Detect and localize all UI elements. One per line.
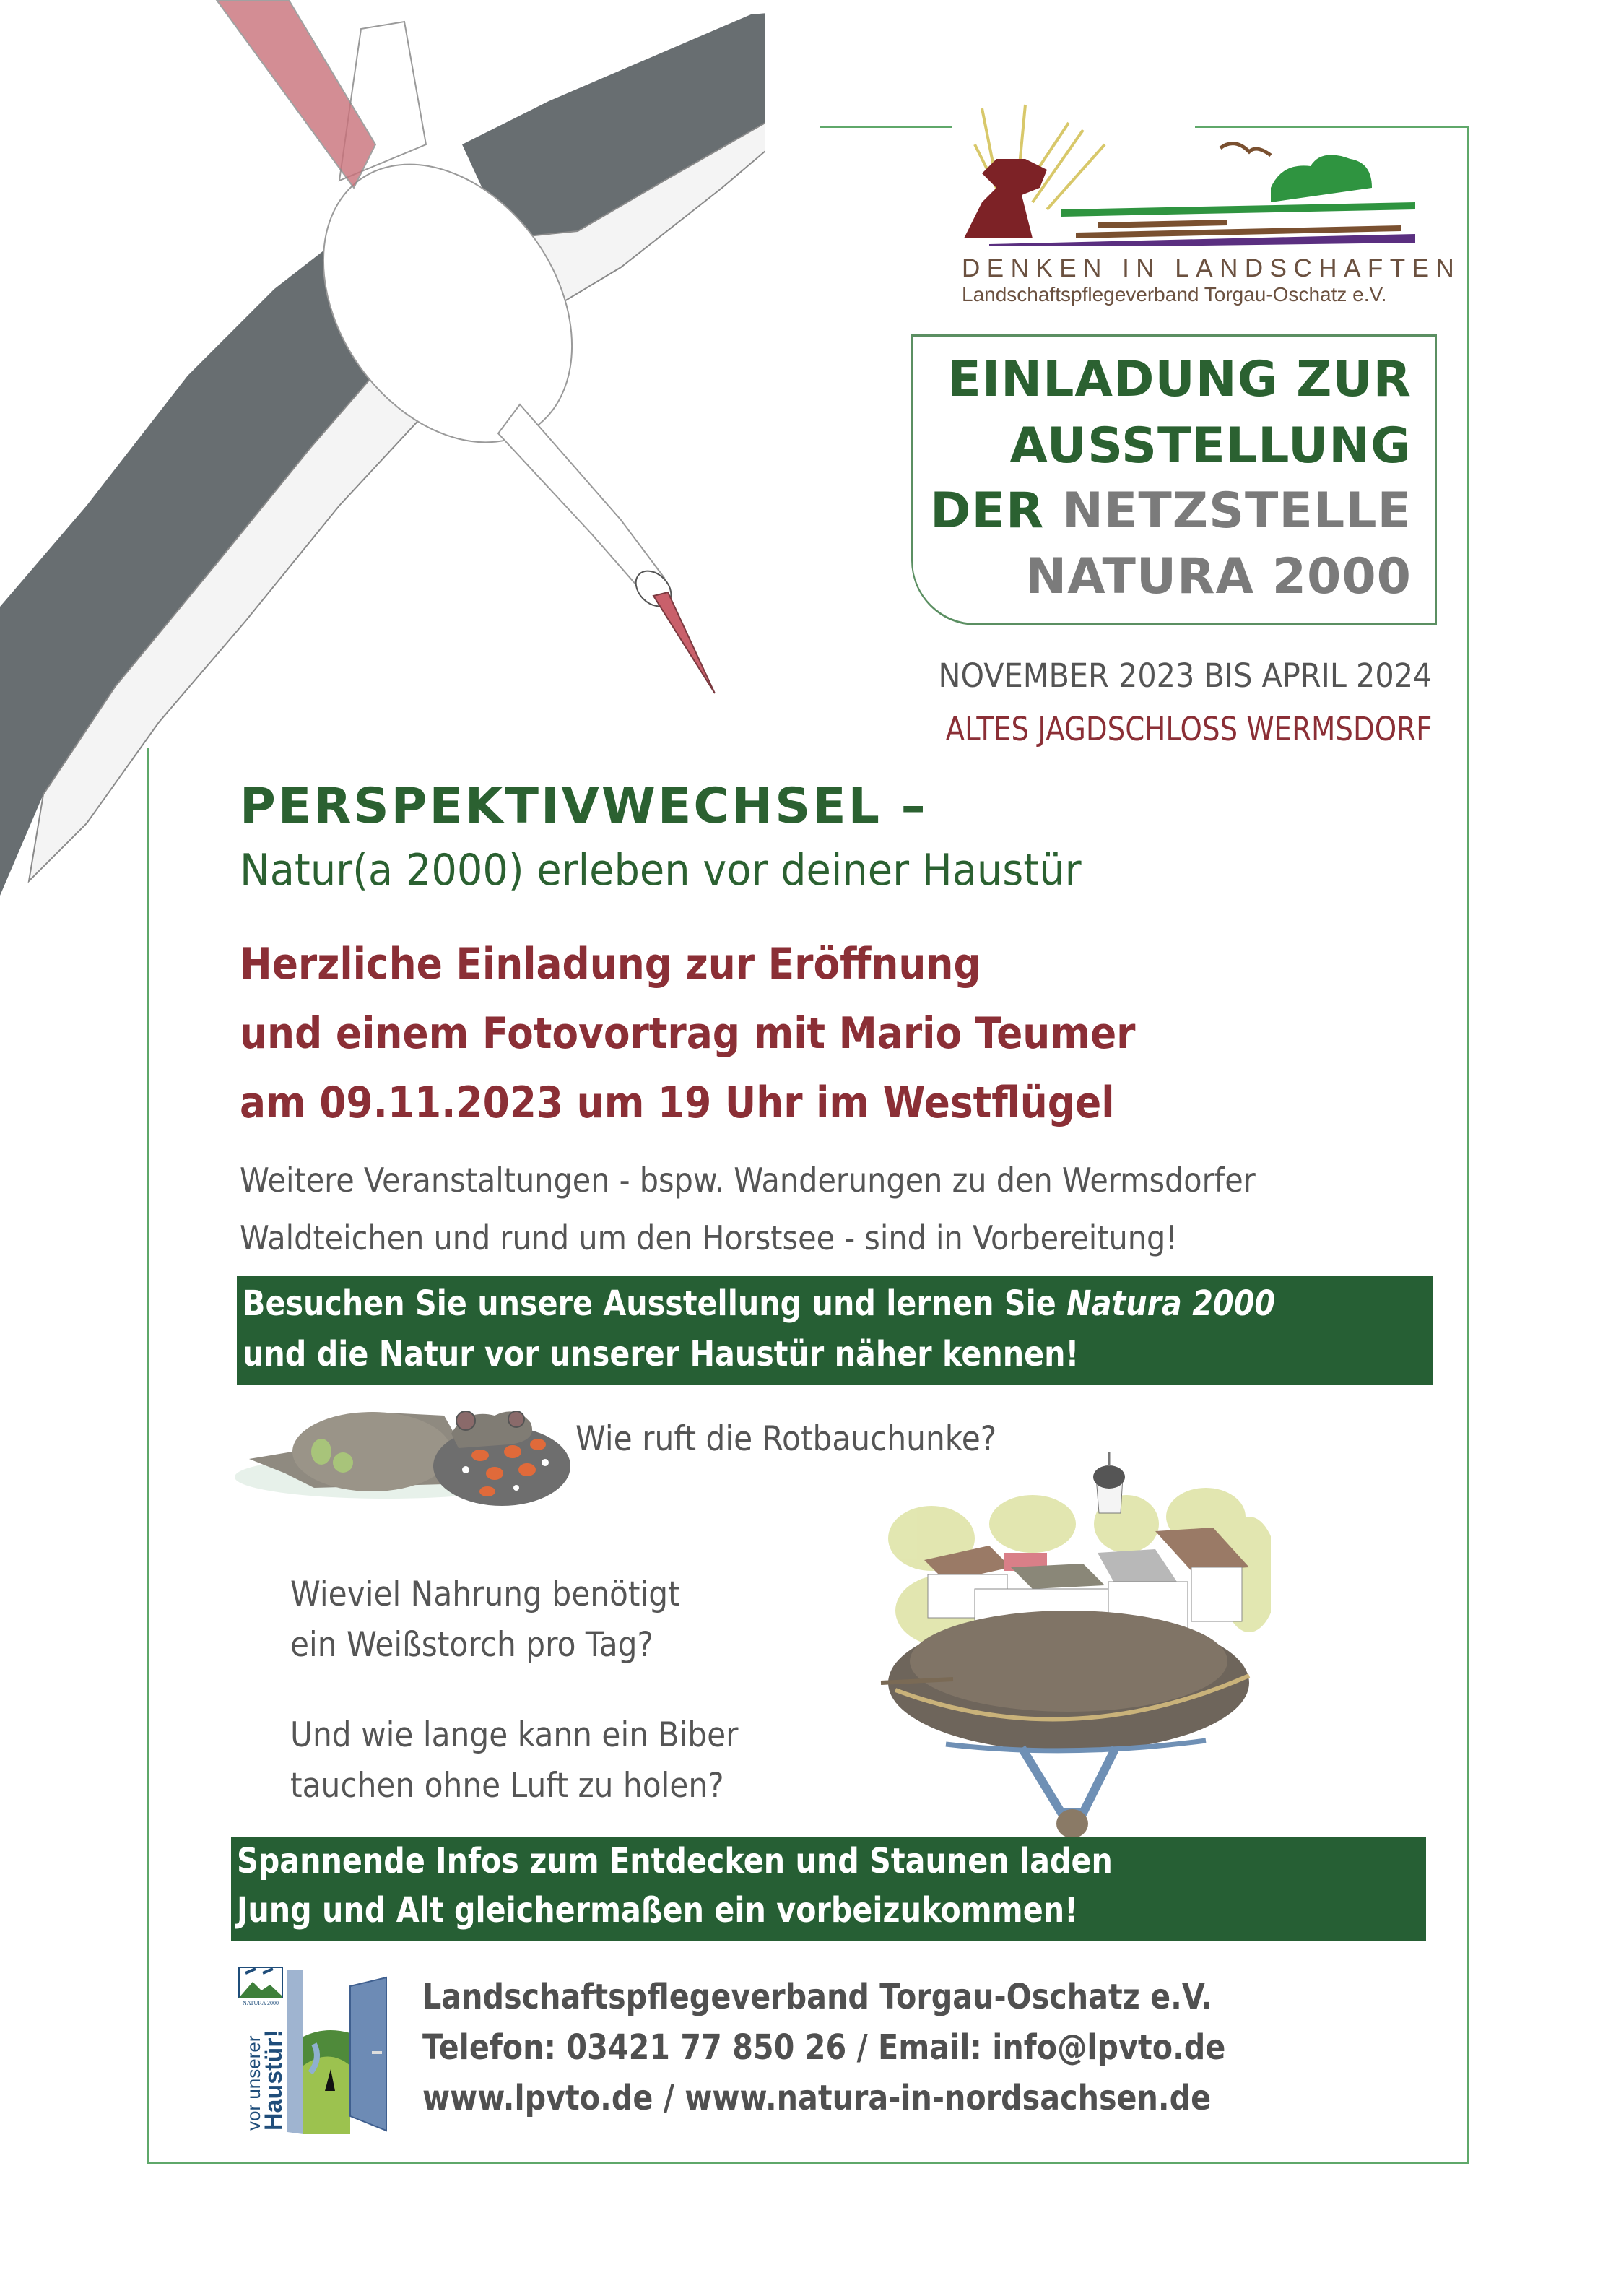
question-beaver-line-1: Und wie lange kann ein Biber bbox=[290, 1715, 739, 1755]
logo-subtitle: Landschaftspflegeverband Torgau-Oschatz e.V. bbox=[962, 283, 1387, 306]
title-line-1: EINLADUNG ZUR bbox=[947, 351, 1412, 408]
title-line-2: AUSSTELLUNG bbox=[1009, 417, 1412, 475]
question-beaver-line-2: tauchen ohne Luft zu holen? bbox=[290, 1766, 724, 1806]
title-line-3b: NETZSTELLE bbox=[1062, 482, 1412, 540]
info-banner-line-2: Jung und Alt gleichermaßen ein vorbeizukommen! bbox=[237, 1890, 1078, 1931]
visit-banner-line-2: und die Natur vor unserer Haustür näher kennen! bbox=[243, 1334, 1079, 1374]
natura-2000-emphasis: Natura 2000 bbox=[1066, 1283, 1276, 1324]
invitation-line-1: Herzliche Einladung zur Eröffnung bbox=[240, 939, 981, 989]
contact-phone-email[interactable]: Telefon: 03421 77 850 26 / Email: info@lpvto.de bbox=[422, 2027, 1226, 2068]
invitation-line-2: und einem Fotovortrag mit Mario Teumer bbox=[240, 1008, 1136, 1059]
event-dates: NOVEMBER 2023 BIS APRIL 2024 bbox=[938, 657, 1432, 695]
contact-organization: Landschaftspflegeverband Torgau-Oschatz e.V. bbox=[422, 1977, 1213, 2017]
natura-2000-badge-text: NATURA 2000 bbox=[242, 2000, 279, 2006]
question-toad: Wie ruft die Rotbauchunke? bbox=[575, 1419, 997, 1459]
visit-banner-line-1 bbox=[243, 1283, 1275, 1324]
info-banner-line-1: Spannende Infos zum Entdecken und Staunen laden bbox=[237, 1841, 1113, 1881]
info-banner bbox=[231, 1837, 1426, 1941]
stork-nest-village-illustration bbox=[866, 1444, 1271, 1838]
question-stork-line-2: ein Weißstorch pro Tag? bbox=[290, 1625, 653, 1665]
frame-bottom bbox=[147, 2162, 1469, 2164]
title-line-4: NATURA 2000 bbox=[1025, 548, 1412, 605]
haustuer-text: Haustür! bbox=[260, 2029, 287, 2131]
headline-title: PERSPEKTIVWECHSEL – bbox=[240, 778, 928, 835]
question-stork-line-1: Wieviel Nahrung benötigt bbox=[290, 1574, 680, 1614]
frame-left bbox=[147, 748, 149, 2164]
stork-illustration bbox=[0, 0, 765, 910]
frame-right bbox=[1467, 126, 1469, 2164]
contact-websites[interactable]: www.lpvto.de / www.natura-in-nordsachsen.de bbox=[422, 2078, 1212, 2118]
event-venue: ALTES JAGDSCHLOSS WERMSDORF bbox=[945, 710, 1432, 748]
title-line-3a: DER bbox=[930, 482, 1045, 540]
more-events-line-1: Weitere Veranstaltungen - bspw. Wanderungen zu den Wermsdorfer bbox=[240, 1161, 1256, 1200]
visit-banner bbox=[237, 1276, 1433, 1385]
headline-subtitle: Natur(a 2000) erleben vor deiner Haustür bbox=[240, 845, 1082, 896]
invitation-line-3: am 09.11.2023 um 19 Uhr im Westflügel bbox=[240, 1078, 1115, 1128]
landscape-logo-icon bbox=[953, 101, 1430, 246]
natura-2000-door-logo bbox=[238, 1964, 408, 2134]
more-events-line-2: Waldteichen und rund um den Horstsee - sind in Vorbereitung! bbox=[240, 1218, 1178, 1257]
frame-top-left-segment bbox=[820, 126, 952, 128]
fire-bellied-toad-illustration bbox=[227, 1390, 574, 1517]
visit-banner-text: Besuchen Sie unsere Ausstellung und lernen Sie bbox=[243, 1283, 1067, 1324]
logo-title: DENKEN IN LANDSCHAFTEN bbox=[962, 254, 1461, 282]
title-box bbox=[911, 334, 1437, 625]
vor-unserer-text: vor unserer bbox=[243, 2035, 264, 2131]
title-line-3 bbox=[930, 482, 1412, 540]
